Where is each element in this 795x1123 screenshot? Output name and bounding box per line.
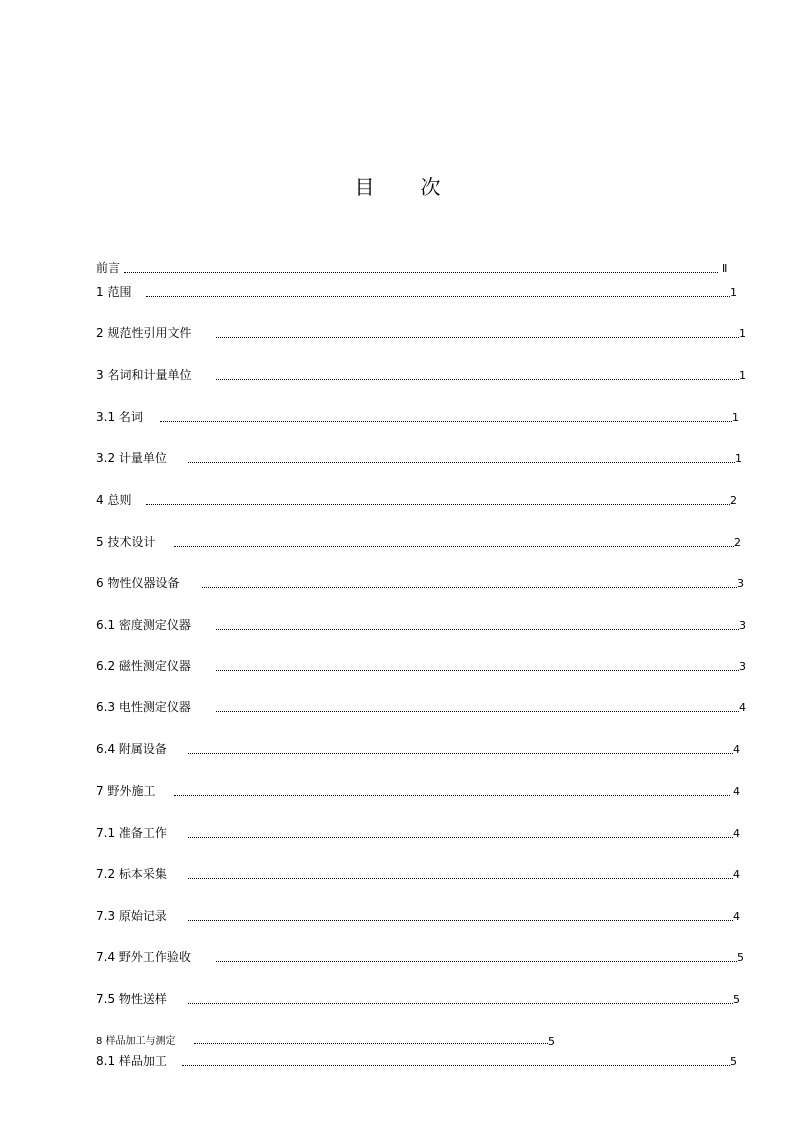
toc-dot-leader: [188, 753, 733, 754]
toc-entry-page-number: 4: [733, 910, 740, 923]
toc-entry-page-number: 1: [730, 286, 737, 299]
toc-entry-page-number: 3: [739, 619, 746, 632]
toc-entry[interactable]: [96, 260, 734, 276]
toc-dot-leader: [188, 462, 735, 463]
toc-entry-label: 8.1 样品加工: [96, 1054, 167, 1068]
toc-entry-page-number: 3: [739, 660, 746, 673]
toc-entry-page-number: 5: [548, 1035, 555, 1048]
toc-entry-label: 1 范围: [96, 285, 132, 299]
toc-entry-label: 7.3 原始记录: [96, 909, 167, 923]
toc-entry-page-number: 2: [734, 536, 741, 549]
toc-entry-label: 7.1 准备工作: [96, 826, 167, 840]
toc-entry[interactable]: [96, 783, 745, 799]
toc-dot-leader: [216, 670, 739, 671]
toc-dot-leader: [216, 379, 739, 380]
toc-entry-label: 7 野外施工: [96, 784, 156, 798]
toc-entry-page-number: 4: [733, 743, 740, 756]
toc-entry[interactable]: [96, 699, 751, 715]
toc-entry-label: 6.2 磁性测定仪器: [96, 659, 191, 673]
toc-entry[interactable]: [96, 825, 745, 841]
toc-entry-label: 前言: [96, 261, 121, 275]
toc-dot-leader: [188, 837, 733, 838]
toc-entry-page-number: 1: [739, 327, 746, 340]
toc-entry[interactable]: [96, 741, 745, 757]
toc-entry-page-number: 2: [730, 494, 737, 507]
toc-entry-label: 8 样品加工与测定: [96, 1036, 176, 1047]
toc-entry-page-number: Ⅱ: [722, 262, 728, 275]
toc-dot-leader: [146, 296, 730, 297]
toc-entry[interactable]: [96, 617, 751, 633]
toc-entry[interactable]: [96, 367, 751, 383]
toc-entry-label: 3.1 名词: [96, 410, 143, 424]
toc-entry-page-number: 4: [733, 827, 740, 840]
toc-entry-label: 3.2 计量单位: [96, 451, 167, 465]
toc-dot-leader: [216, 961, 737, 962]
page-title: 目次: [354, 175, 487, 199]
toc-entry-page-number: 4: [733, 868, 740, 881]
toc-dot-leader: [202, 587, 737, 588]
toc-entry[interactable]: [96, 575, 749, 591]
toc-entry-page-number: 5: [730, 1055, 737, 1068]
toc-entry-label: 3 名词和计量单位: [96, 368, 192, 382]
toc-dot-leader: [160, 421, 732, 422]
toc-entry-label: 7.2 标本采集: [96, 867, 167, 881]
toc-entry[interactable]: [96, 534, 746, 550]
toc-entry[interactable]: [96, 284, 742, 300]
toc-entry-page-number: 5: [737, 951, 744, 964]
toc-entry-page-number: 1: [739, 369, 746, 382]
toc-dot-leader: [194, 1043, 548, 1044]
toc-entry[interactable]: [96, 908, 745, 924]
toc-entry[interactable]: [96, 409, 744, 425]
toc-entry-label: 6 物性仪器设备: [96, 576, 180, 590]
toc-entry-label: 5 技术设计: [96, 535, 156, 549]
toc-entry[interactable]: [96, 325, 751, 341]
toc-entry-page-number: 1: [732, 411, 739, 424]
toc-entry-page-number: 4: [739, 701, 746, 714]
toc-entry-page-number: 5: [733, 993, 740, 1006]
toc-entry-label: 6.4 附属设备: [96, 742, 167, 756]
toc-dot-leader: [146, 504, 730, 505]
toc-entry[interactable]: [96, 1033, 560, 1049]
toc-entry[interactable]: [96, 492, 742, 508]
toc-entry-label: 6.1 密度测定仪器: [96, 618, 191, 632]
toc-entry-page-number: 3: [737, 577, 744, 590]
toc-dot-leader: [124, 272, 718, 273]
toc-dot-leader: [216, 629, 739, 630]
toc-entry[interactable]: [96, 949, 749, 965]
toc-dot-leader: [174, 546, 734, 547]
toc-dot-leader: [216, 711, 739, 712]
toc-dot-leader: [182, 1065, 730, 1066]
toc-entry-label: 6.3 电性测定仪器: [96, 700, 191, 714]
toc-entry-label: 7.4 野外工作验收: [96, 950, 191, 964]
toc-entry[interactable]: [96, 450, 747, 466]
toc-entry-label: 7.5 物性送样: [96, 992, 167, 1006]
toc-entry-label: 4 总则: [96, 493, 132, 507]
toc-entry[interactable]: [96, 658, 751, 674]
toc-entry[interactable]: [96, 866, 745, 882]
toc-entry-page-number: 1: [735, 452, 742, 465]
toc-entry[interactable]: [96, 991, 745, 1007]
toc-dot-leader: [174, 795, 730, 796]
toc-entry-label: 2 规范性引用文件: [96, 326, 192, 340]
toc-entry[interactable]: [96, 1053, 742, 1069]
toc-dot-leader: [188, 878, 733, 879]
toc-dot-leader: [188, 1003, 733, 1004]
toc-dot-leader: [188, 920, 733, 921]
toc-dot-leader: [216, 337, 739, 338]
toc-entry-page-number: 4: [733, 785, 740, 798]
